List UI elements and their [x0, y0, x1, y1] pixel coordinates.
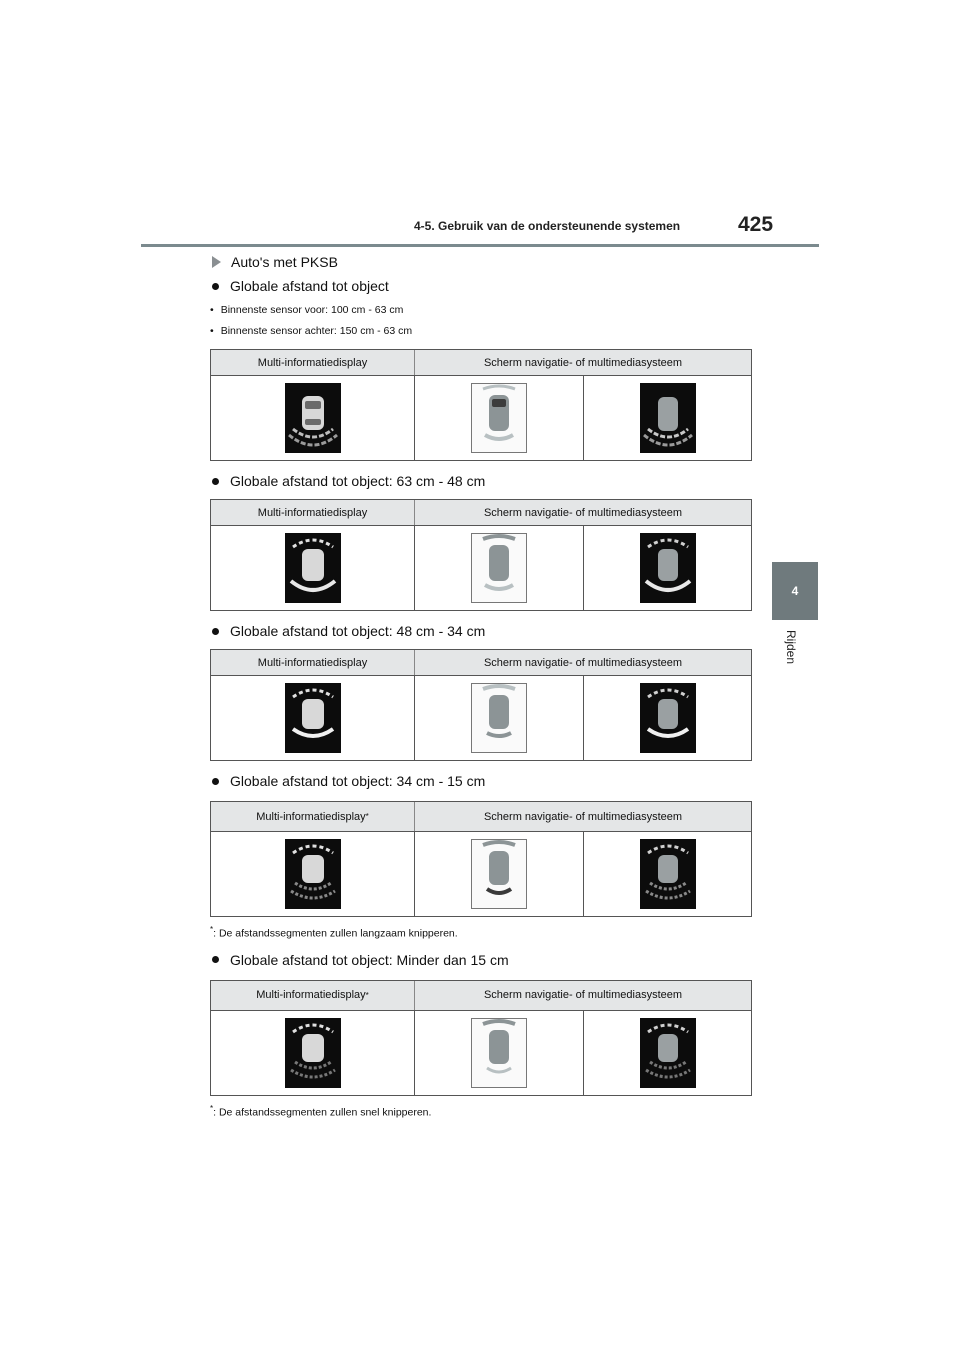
col-navigation-header — [415, 350, 751, 375]
note-item: • Binnenste sensor voor: 100 cm - 63 cm — [210, 304, 404, 316]
bullet-icon — [212, 956, 219, 963]
col-multi-info-header — [211, 981, 415, 1010]
header-divider — [141, 244, 819, 247]
distance-block — [210, 952, 755, 1119]
col-navigation-header — [415, 981, 751, 1010]
block-heading-text: Globale afstand tot object: Minder dan 15 cm — [230, 951, 509, 968]
page-number: 425 — [738, 213, 774, 236]
navigation-sensor-image — [471, 383, 527, 453]
distance-block — [210, 278, 755, 461]
block-heading-text: Globale afstand tot object: 34 cm - 15 cm — [230, 773, 486, 789]
multi-info-sensor-image — [285, 1018, 341, 1088]
table-image-row — [211, 832, 751, 916]
col-navigation-label: Scherm navigatie- of multimediasysteem — [483, 356, 683, 369]
navigation-image-cell — [415, 526, 584, 610]
multi-info-display-image-cell — [211, 1011, 415, 1095]
col-multi-info-label: Multi-informatiedisplay — [256, 989, 366, 1001]
footnote-marker: * — [365, 990, 369, 1000]
multimedia-image-cell — [584, 832, 751, 916]
block-heading — [210, 278, 755, 294]
multi-info-display-image-cell — [211, 526, 415, 610]
block-heading-text: Globale afstand tot object: 48 cm - 34 cm — [230, 623, 486, 639]
chapter-label: Rijden — [784, 630, 798, 665]
multimedia-image-cell — [584, 526, 751, 610]
main-content — [210, 254, 755, 1130]
table-image-row — [211, 526, 751, 610]
col-navigation-header — [415, 650, 751, 675]
footnote — [210, 1104, 755, 1119]
block-heading — [210, 952, 755, 968]
footnote — [210, 925, 755, 940]
col-multi-info-header — [211, 500, 415, 525]
subsection-heading — [210, 254, 755, 270]
note-item: • Binnenste sensor achter: 150 cm - 63 cm — [210, 325, 413, 337]
table-header-row — [211, 500, 751, 526]
display-table — [210, 649, 752, 761]
col-multi-info-label: Multi-informatiedisplay — [256, 810, 366, 823]
navigation-image-cell — [415, 832, 584, 916]
table-image-row — [211, 376, 751, 460]
table-header-row — [211, 981, 751, 1011]
table-image-row — [211, 1011, 751, 1095]
distance-block — [210, 473, 755, 611]
multimedia-image-cell — [584, 1011, 751, 1095]
navigation-sensor-image — [471, 1018, 527, 1088]
col-navigation-header — [415, 802, 751, 831]
table-header-row — [211, 350, 751, 376]
navigation-sensor-image — [471, 683, 527, 753]
triangle-arrow-icon — [212, 256, 221, 268]
col-navigation-label: Scherm navigatie- of multimediasysteem — [483, 810, 683, 823]
block-heading — [210, 623, 755, 639]
col-multi-info-label: Multi-informatiedisplay — [257, 356, 368, 369]
display-table — [210, 980, 752, 1096]
distance-block — [210, 773, 755, 940]
multi-info-display-image-cell — [211, 676, 415, 760]
navigation-image-cell — [415, 1011, 584, 1095]
footnote-marker: * — [210, 1103, 214, 1113]
multimedia-sensor-image — [640, 839, 696, 909]
block-heading — [210, 773, 755, 789]
col-multi-info-header — [211, 802, 415, 831]
navigation-sensor-image — [471, 839, 527, 909]
distance-block — [210, 623, 755, 761]
multi-info-sensor-image — [285, 533, 341, 603]
footnote-marker: * — [210, 925, 214, 934]
multi-info-sensor-image — [285, 683, 341, 753]
footnote-text: : De afstandssegmenten zullen langzaam knipperen. — [213, 927, 458, 940]
display-table — [210, 349, 752, 461]
multimedia-sensor-image — [640, 533, 696, 603]
table-image-row — [211, 676, 751, 760]
col-navigation-header — [415, 500, 751, 525]
display-table — [210, 499, 752, 611]
table-header-row — [211, 650, 751, 676]
chapter-number: 4 — [791, 584, 799, 598]
block-heading-text: Globale afstand tot object — [230, 278, 389, 294]
block-heading — [210, 473, 755, 489]
subsection-title: Auto's met PKSB — [231, 254, 338, 270]
navigation-image-cell — [415, 676, 584, 760]
chapter-tab — [772, 562, 818, 620]
multi-info-sensor-image — [285, 839, 341, 909]
section-title: 4-5. Gebruik van de ondersteunende systemen — [414, 219, 681, 233]
bullet-icon — [212, 778, 219, 785]
col-multi-info-header — [211, 350, 415, 375]
table-header-row — [211, 802, 751, 832]
col-multi-info-label: Multi-informatiedisplay — [257, 506, 368, 519]
multimedia-sensor-image — [640, 383, 696, 453]
col-multi-info-label: Multi-informatiedisplay — [257, 656, 368, 669]
multi-info-display-image-cell — [211, 376, 415, 460]
col-navigation-label: Scherm navigatie- of multimediasysteem — [483, 989, 683, 1001]
bullet-icon — [212, 283, 219, 290]
col-navigation-label: Scherm navigatie- of multimediasysteem — [483, 656, 683, 669]
navigation-image-cell — [415, 376, 584, 460]
bullet-icon — [212, 628, 219, 635]
display-table — [210, 801, 752, 917]
col-navigation-label: Scherm navigatie- of multimediasysteem — [483, 506, 683, 519]
note-text: Binnenste sensor voor: 100 cm - 63 cm — [220, 304, 404, 316]
note-text: Binnenste sensor achter: 150 cm - 63 cm — [220, 325, 413, 337]
multi-info-display-image-cell — [211, 832, 415, 916]
multimedia-image-cell — [584, 376, 751, 460]
col-multi-info-header — [211, 650, 415, 675]
bullet-icon — [212, 478, 219, 485]
multimedia-image-cell — [584, 676, 751, 760]
multimedia-sensor-image — [640, 1018, 696, 1088]
block-heading-text: Globale afstand tot object: 63 cm - 48 cm — [230, 473, 486, 489]
navigation-sensor-image — [471, 533, 527, 603]
footnote-text: : De afstandssegmenten zullen snel knipperen. — [213, 1106, 432, 1118]
multi-info-sensor-image — [285, 383, 341, 453]
multimedia-sensor-image — [640, 683, 696, 753]
footnote-marker: * — [365, 812, 369, 821]
